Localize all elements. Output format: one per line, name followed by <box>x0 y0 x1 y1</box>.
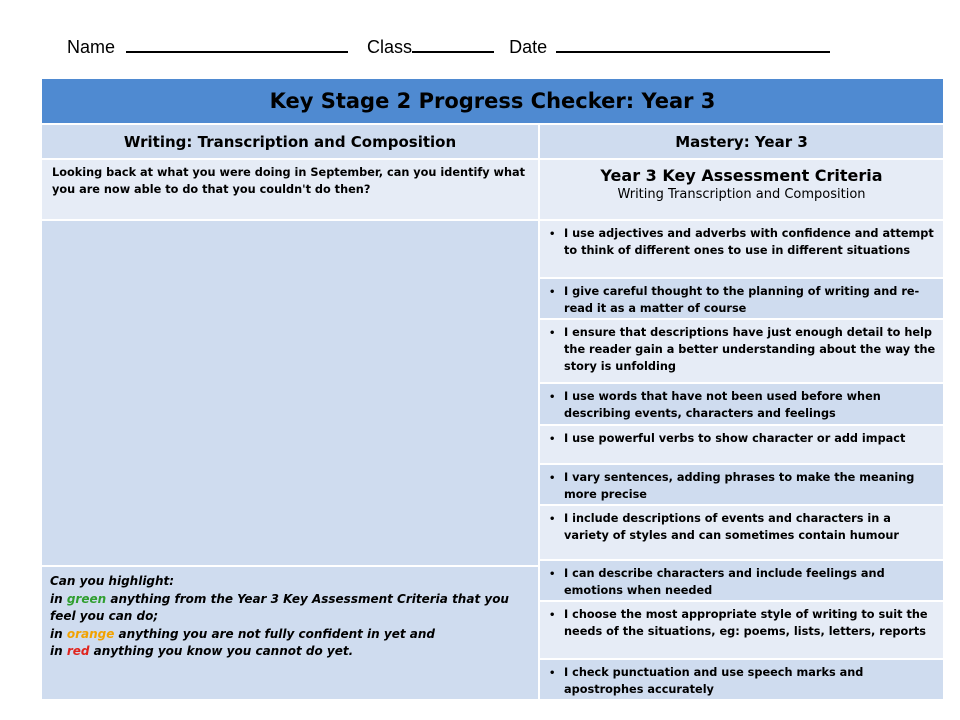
criteria-item[interactable]: • I use words that have not been used before when describing events, characters and feelings <box>540 382 943 424</box>
criteria-title: Year 3 Key Assessment Criteria <box>600 166 883 185</box>
criteria-item[interactable]: • I can describe characters and include feelings and emotions when needed <box>540 559 943 600</box>
bullet-icon: • <box>549 328 556 339</box>
header-fields <box>67 36 830 58</box>
bullet-icon: • <box>549 514 556 525</box>
red-word: red <box>66 644 90 658</box>
bullet-icon: • <box>549 392 556 403</box>
subhead-writing: Writing: Transcription and Composition <box>42 123 540 158</box>
criteria-item[interactable]: • I vary sentences, adding phrases to make the meaning more precise <box>540 463 943 504</box>
class-label: Class <box>367 37 413 57</box>
name-label: Name <box>67 37 116 57</box>
criteria-item[interactable]: • I use adjectives and adverbs with confidence and attempt to think of different ones to use in different situations <box>540 219 943 277</box>
criteria-item[interactable]: • I choose the most appropriate style of writing to suit the needs of the situations, eg: poems, lists, letters, reports <box>540 600 943 658</box>
highlight-line1: Can you highlight: <box>50 574 175 588</box>
progress-checker-table <box>41 78 944 700</box>
date-field[interactable] <box>556 36 830 53</box>
criteria-item[interactable]: • I use powerful verbs to show character or add impact <box>540 424 943 463</box>
response-area[interactable] <box>42 219 540 565</box>
criteria-item[interactable]: • I ensure that descriptions have just enough detail to help the reader gain a better understanding about the way the story is unfolding <box>540 318 943 382</box>
orange-word: orange <box>66 626 115 641</box>
page-title: Key Stage 2 Progress Checker: Year 3 <box>42 79 943 123</box>
name-field[interactable] <box>126 36 348 53</box>
green-word: green <box>66 591 107 606</box>
date-label: Date <box>509 37 548 57</box>
reflection-question: Looking back at what you were doing in September, can you identify what you are now able to do that you couldn't do then? <box>42 158 540 219</box>
subhead-mastery: Mastery: Year 3 <box>540 123 943 158</box>
bullet-icon: • <box>549 569 556 580</box>
criteria-item[interactable]: • I check punctuation and use speech marks and apostrophes accurately <box>540 658 943 699</box>
bullet-icon: • <box>549 287 556 298</box>
bullet-icon: • <box>549 434 556 445</box>
criteria-heading <box>540 158 943 219</box>
highlight-instructions <box>42 565 540 699</box>
bullet-icon: • <box>549 668 556 679</box>
highlight-line3: in orange anything you are not fully confident in yet and <box>50 626 435 641</box>
class-field[interactable] <box>412 36 494 53</box>
highlight-line4: in red anything you know you cannot do yet. <box>50 644 354 658</box>
bullet-icon: • <box>549 229 556 240</box>
bullet-icon: • <box>549 610 556 621</box>
criteria-item[interactable]: • I give careful thought to the planning of writing and re-read it as a matter of course <box>540 277 943 318</box>
criteria-subtitle: Writing Transcription and Composition <box>617 187 866 202</box>
bullet-icon: • <box>549 473 556 484</box>
criteria-item[interactable]: • I include descriptions of events and characters in a variety of styles and can sometimes contain humour <box>540 504 943 559</box>
highlight-line2: in green anything from the Year 3 Key Assessment Criteria that you feel you can do; <box>50 591 509 623</box>
